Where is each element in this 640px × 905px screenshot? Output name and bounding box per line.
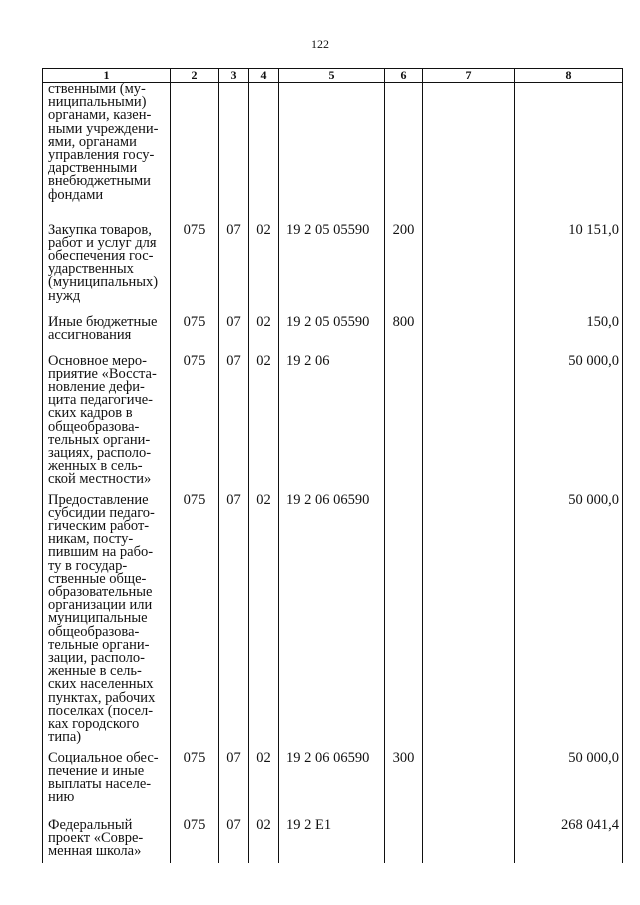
header-col-6: 6 [385, 69, 423, 83]
subsection-code: 02 [249, 819, 279, 863]
budget-table [42, 68, 623, 863]
col7-value [423, 224, 515, 316]
row-name: Федеральный проект «Совре- менная школа» [48, 816, 144, 859]
target-article-code: 19 2 06 [279, 355, 385, 494]
expense-type-code [385, 355, 423, 494]
row-name: Иные бюджетные ассигнования [48, 313, 158, 343]
target-article-code: 19 2 06 06590 [279, 494, 385, 752]
subsection-code [249, 83, 279, 224]
subsection-code: 02 [249, 316, 279, 355]
amount-value: 50 000,0 [515, 752, 623, 819]
expense-type-code: 300 [385, 752, 423, 819]
row-name: Социальное обес- печение и иные выплаты населе- нию [48, 749, 159, 806]
row-name-cell [43, 83, 171, 224]
header-col-7: 7 [423, 69, 515, 83]
expense-type-code: 800 [385, 316, 423, 355]
header-col-4: 4 [249, 69, 279, 83]
expense-type-code [385, 819, 423, 863]
ministry-code: 075 [171, 316, 219, 355]
amount-value: 50 000,0 [515, 494, 623, 752]
amount-value: 50 000,0 [515, 355, 623, 494]
header-col-2: 2 [171, 69, 219, 83]
subsection-code: 02 [249, 494, 279, 752]
expense-type-code [385, 494, 423, 752]
row-name-cell [43, 816, 171, 863]
target-article-code: 19 2 06 06590 [279, 752, 385, 819]
header-col-3: 3 [219, 69, 249, 83]
col7-value [423, 355, 515, 494]
target-article-code: 19 2 05 05590 [279, 224, 385, 316]
target-article-code: 19 2 05 05590 [279, 316, 385, 355]
amount-value: 10 151,0 [515, 224, 623, 316]
table-row [43, 752, 623, 819]
section-code: 07 [219, 819, 249, 863]
table-row [43, 224, 623, 316]
row-name-cell [43, 221, 171, 316]
section-code: 07 [219, 224, 249, 316]
row-name-cell [43, 749, 171, 819]
section-code [219, 83, 249, 224]
table-row [43, 83, 623, 224]
subsection-code: 02 [249, 355, 279, 494]
amount-value [515, 83, 623, 224]
subsection-code: 02 [249, 224, 279, 316]
header-col-5: 5 [279, 69, 385, 83]
section-code: 07 [219, 355, 249, 494]
page-number: 122 [311, 37, 329, 51]
table-row [43, 494, 623, 752]
target-article-code: 19 2 E1 [279, 819, 385, 863]
ministry-code: 075 [171, 752, 219, 819]
header-col-8: 8 [515, 69, 623, 83]
section-code: 07 [219, 752, 249, 819]
row-name: Предоставление субсидии педаго- гическим работ- никам, посту- пившим на рабо- ту в государ- ственные обще- образовательные организации или муниципальные общеобразова- тельные органи- зации, располо- женные в сель- ских населенных пунктах, рабочих поселках (посел- ках городского типа) [48, 491, 156, 746]
row-name: ственными (му- ниципальными) органами, казен- ными учреждени- ями, органами управления госу- дарственными внебюджетными фондами [48, 81, 159, 203]
section-code: 07 [219, 316, 249, 355]
table-row [43, 355, 623, 494]
table-body [43, 83, 623, 863]
expense-type-code [385, 83, 423, 224]
header-col-1: 1 [43, 69, 171, 83]
table-row [43, 819, 623, 863]
ministry-code: 075 [171, 224, 219, 316]
table-row [43, 316, 623, 355]
col7-value [423, 752, 515, 819]
col7-value [423, 316, 515, 355]
amount-value: 268 041,4 [515, 819, 623, 863]
ministry-code [171, 83, 219, 224]
expense-type-code: 200 [385, 224, 423, 316]
col7-value [423, 494, 515, 752]
ministry-code: 075 [171, 494, 219, 752]
row-name-cell [43, 491, 171, 752]
amount-value: 150,0 [515, 316, 623, 355]
row-name: Закупка товаров, работ и услуг для обеспечения гос- ударственных (муниципальных) нужд [48, 221, 159, 304]
row-name-cell [43, 352, 171, 494]
ministry-code: 075 [171, 355, 219, 494]
section-code: 07 [219, 494, 249, 752]
target-article-code [279, 83, 385, 224]
subsection-code: 02 [249, 752, 279, 819]
col7-value [423, 83, 515, 224]
row-name-cell [43, 313, 171, 355]
col7-value [423, 819, 515, 863]
ministry-code: 075 [171, 819, 219, 863]
row-name: Основное меро- приятие «Восста- новление дефи- цита педагогиче- ских кадров в общеобразова- тельных органи- зациях, располо- женных в сель- ской местности» [48, 352, 157, 488]
